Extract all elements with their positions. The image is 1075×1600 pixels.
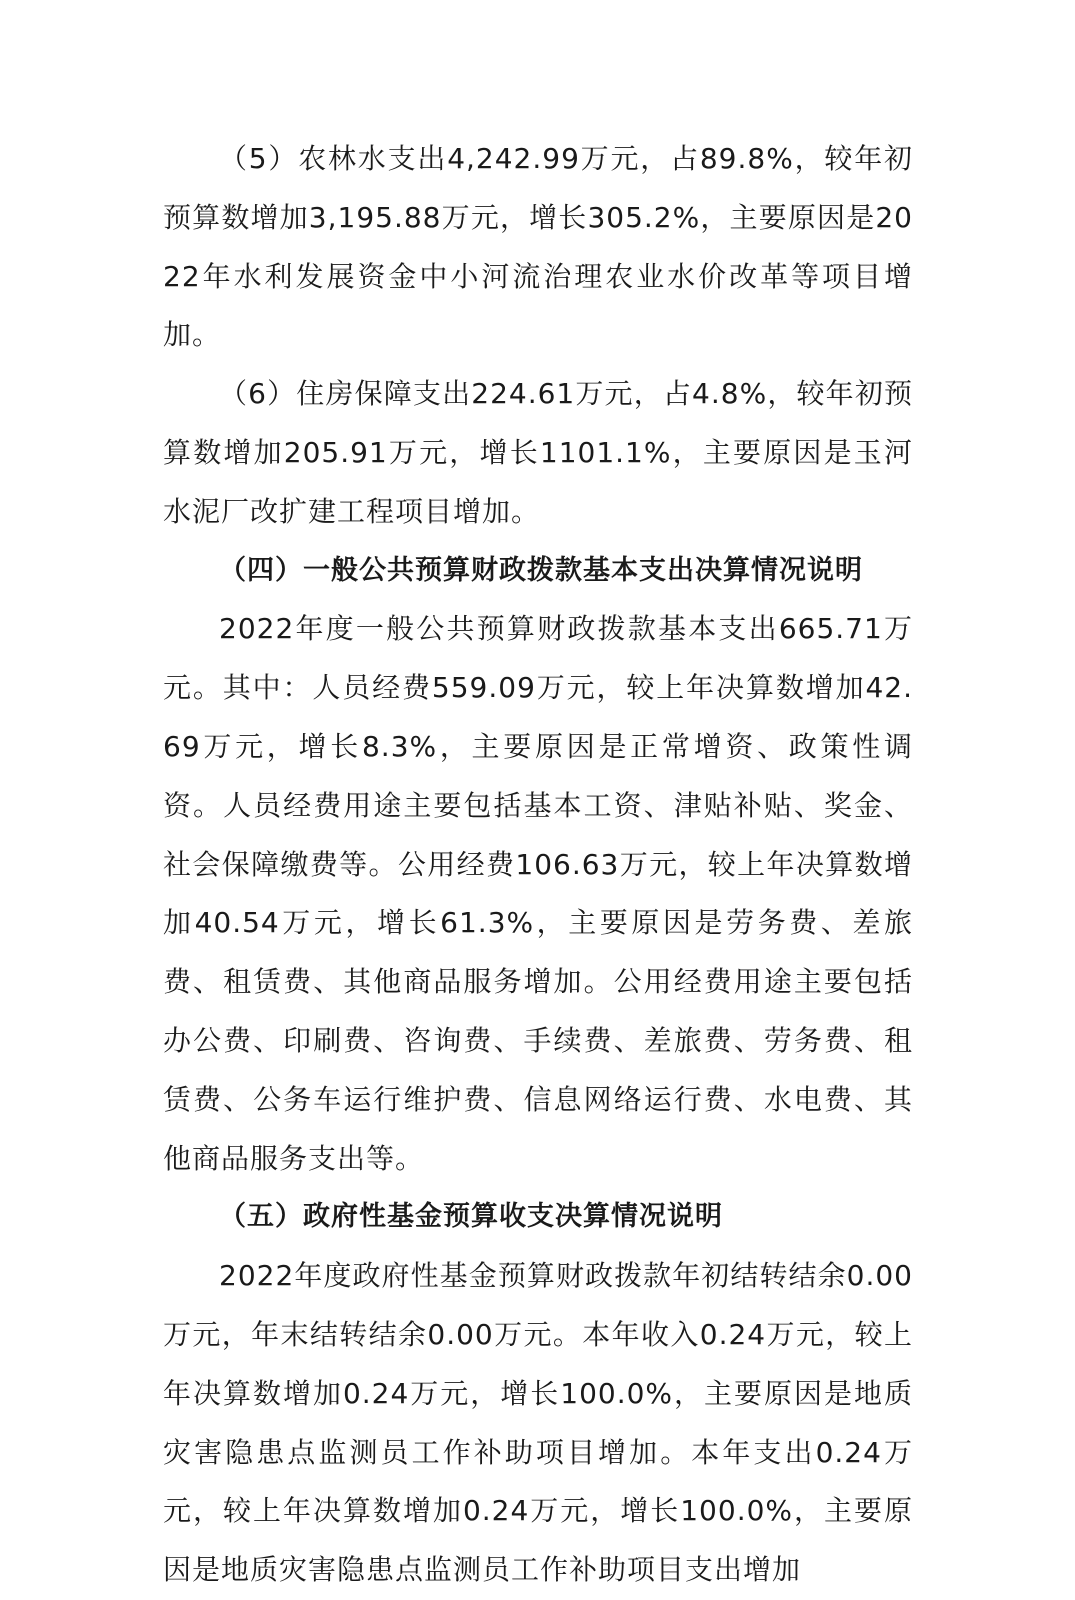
- section-heading-basic-expenditure: （四）一般公共预算财政拨款基本支出决算情况说明: [219, 554, 863, 586]
- paragraph-housing-security: （6）住房保障支出224.61万元，占4.8%，较年初预算数增加205.91万元，增长1101.1%，主要原因是玉河水泥厂改扩建工程项目增加。: [163, 377, 913, 528]
- paragraph-basic-expenditure: 2022年度一般公共预算财政拨款基本支出665.71万元。其中：人员经费559.09万元，较上年决算数增加42.69万元，增长8.3%，主要原因是正常增资、政策性调资。人员经费用途主要包括基本工资、津贴补贴、奖金、社会保障缴费等。公用经费106.63万元，较上年决算数增加40.54万元，增长61.3%，主要原因是劳务费、差旅费、租赁费、其他商品服务增加。公用经费用途主要包括办公费、印刷费、咨询费、手续费、差旅费、劳务费、租赁费、公务车运行维护费、信息网络运行费、水电费、其他商品服务支出等。: [163, 612, 913, 1175]
- paragraph-agriculture-forestry-water: （5）农林水支出4,242.99万元，占89.8%，较年初预算数增加3,195.88万元，增长305.2%，主要原因是2022年水利发展资金中小河流治理农业水价改革等项目增加。: [163, 142, 913, 352]
- paragraph-government-fund: 2022年度政府性基金预算财政拨款年初结转结余0.00万元，年末结转结余0.00万元。本年收入0.24万元，较上年决算数增加0.24万元，增长100.0%，主要原因是地质灾害隐患点监测员工作补助项目增加。本年支出0.24万元，较上年决算数增加0.24万元，增长100.0%，主要原因是地质灾害隐患点监测员工作补助项目支出增加: [163, 1259, 913, 1587]
- section-heading-government-fund: （五）政府性基金预算收支决算情况说明: [219, 1201, 723, 1233]
- document-page: [163, 130, 913, 1600]
